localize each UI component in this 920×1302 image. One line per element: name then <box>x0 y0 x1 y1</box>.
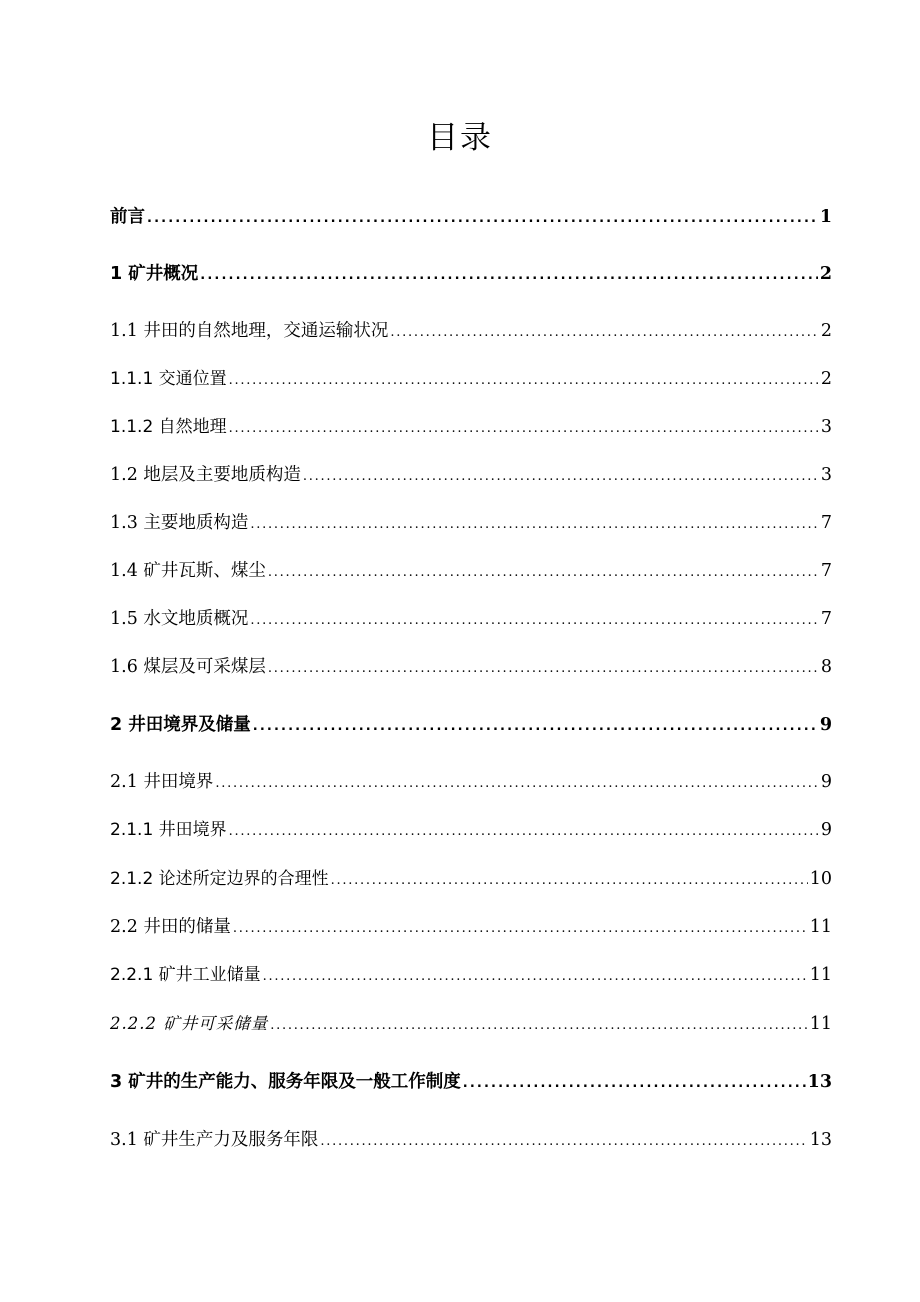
toc-entry-page: 3 <box>820 465 832 485</box>
toc-entry-page: 11 <box>809 917 832 937</box>
dot-leader <box>233 915 808 941</box>
dot-leader <box>390 319 818 345</box>
toc-entry-page: 13 <box>809 1130 832 1150</box>
toc-entry-label: 2 井田境界及储量 <box>110 715 251 735</box>
toc-entry[interactable] <box>110 559 832 585</box>
dot-leader <box>331 867 808 893</box>
toc-entry-label: 2.2 井田的储量 <box>110 917 231 937</box>
toc-entry[interactable] <box>110 1012 832 1038</box>
toc-entry[interactable] <box>110 205 832 231</box>
toc-entry-label: 2.1.1 井田境界 <box>110 820 227 840</box>
toc-entry-page: 9 <box>819 715 832 735</box>
toc-entry-label: 2.1 井田境界 <box>110 772 214 792</box>
toc-entry[interactable] <box>110 511 832 537</box>
toc-entry[interactable] <box>110 319 832 345</box>
toc-entry-label: 1.1 井田的自然地理，交通运输状况 <box>110 321 389 341</box>
dot-leader <box>463 1070 806 1096</box>
toc-entry-label: 1.4 矿井瓦斯、煤尘 <box>110 561 266 581</box>
toc-entry[interactable] <box>110 463 832 489</box>
toc-entry-page: 2 <box>819 264 832 284</box>
toc-entry-label: 1.1.2 自然地理 <box>110 417 227 437</box>
toc-entry-page: 3 <box>820 417 832 437</box>
dot-leader <box>147 205 818 231</box>
toc-entry-page: 2 <box>820 369 832 389</box>
toc-entry[interactable] <box>110 915 832 941</box>
toc-entry-label: 2.1.2 论述所定边界的合理性 <box>110 869 329 889</box>
toc-entry-label: 2.2.2 矿井可采储量 <box>110 1014 269 1033</box>
toc-entry-label: 前言 <box>110 207 145 227</box>
toc-entry[interactable] <box>110 770 832 796</box>
toc-title: 目录 <box>427 120 493 156</box>
toc-entry-page: 11 <box>809 965 832 985</box>
dot-leader <box>229 415 819 441</box>
dot-leader <box>303 463 819 489</box>
toc-entry-page: 7 <box>820 513 832 533</box>
toc-entry[interactable] <box>110 867 832 893</box>
dot-leader <box>263 963 808 989</box>
dot-leader <box>250 511 818 537</box>
toc-entry-label: 1.6 煤层及可采煤层 <box>110 657 266 677</box>
toc-entry-label: 1.1.1 交通位置 <box>110 369 227 389</box>
dot-leader <box>215 770 818 796</box>
dot-leader <box>200 262 818 288</box>
toc-entry-label: 1.3 主要地质构造 <box>110 513 249 533</box>
toc-entry[interactable] <box>110 367 832 393</box>
toc-entry-page: 11 <box>809 1014 832 1034</box>
toc-entry-page: 13 <box>807 1072 832 1092</box>
toc-entry-page: 8 <box>820 657 832 677</box>
toc-entry-label: 3.1 矿井生产力及服务年限 <box>110 1130 319 1150</box>
toc-entry-page: 10 <box>809 869 832 889</box>
toc-entry-page: 7 <box>820 561 832 581</box>
toc-entry[interactable] <box>110 713 832 739</box>
dot-leader <box>268 655 819 681</box>
dot-leader <box>268 559 819 585</box>
dot-leader <box>250 607 818 633</box>
toc-entry-page: 9 <box>820 772 832 792</box>
toc-entry[interactable] <box>110 963 832 989</box>
toc-entry-page: 7 <box>820 609 832 629</box>
toc-entry-label: 1.5 水文地质概况 <box>110 609 249 629</box>
toc-entry[interactable] <box>110 607 832 633</box>
toc-entry[interactable] <box>110 1070 832 1096</box>
toc-entry-page: 1 <box>819 207 832 227</box>
toc-entry[interactable] <box>110 1128 832 1154</box>
toc-entry-label: 2.2.1 矿井工业储量 <box>110 965 261 985</box>
toc-entry-page: 2 <box>820 321 832 341</box>
toc-entry-label: 3 矿井的生产能力、服务年限及一般工作制度 <box>110 1072 461 1092</box>
toc-entry-label: 1 矿井概况 <box>110 264 199 284</box>
dot-leader <box>320 1128 807 1154</box>
dot-leader <box>253 713 818 739</box>
toc-entry[interactable] <box>110 818 832 844</box>
toc-entry-page: 9 <box>820 820 832 840</box>
dot-leader <box>229 818 819 844</box>
toc-entry[interactable] <box>110 655 832 681</box>
toc-entry-label: 1.2 地层及主要地质构造 <box>110 465 301 485</box>
dot-leader <box>229 367 819 393</box>
toc-entry[interactable] <box>110 262 832 288</box>
dot-leader <box>270 1012 807 1038</box>
toc-entry[interactable] <box>110 415 832 441</box>
